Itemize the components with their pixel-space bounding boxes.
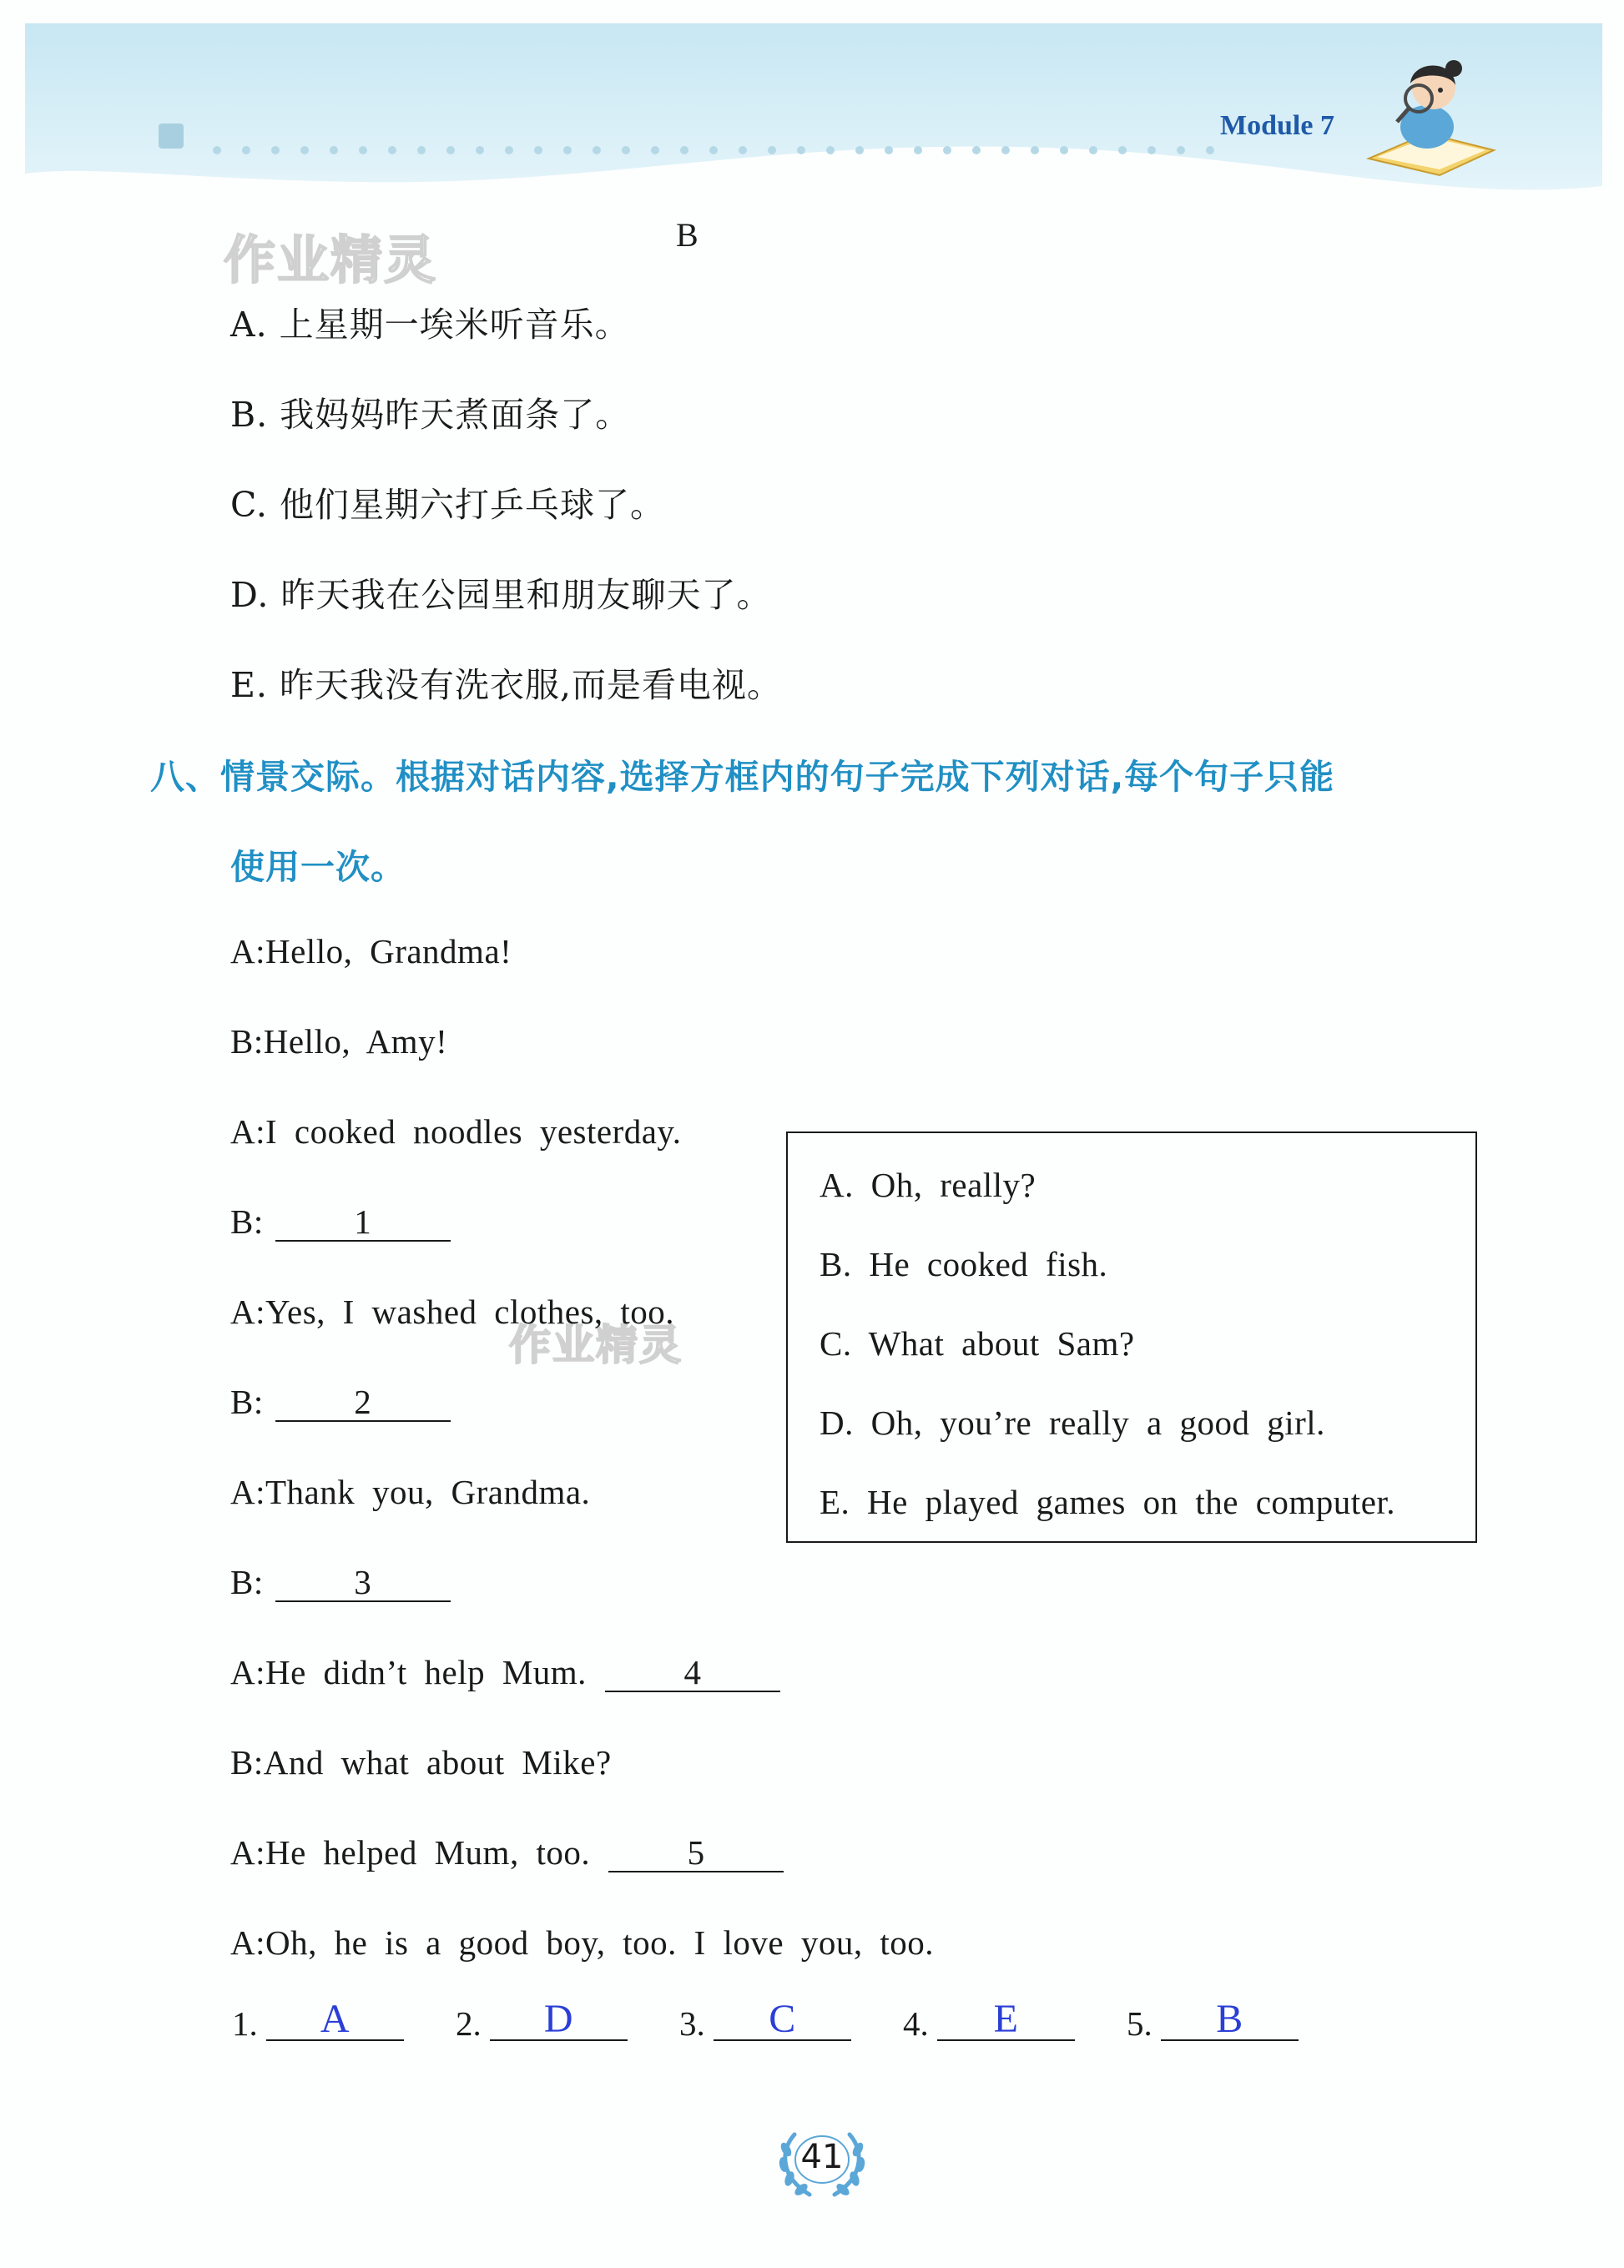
chinese-sentence-d: D. 昨天我在公园里和朋友聊天了。 <box>230 575 772 615</box>
answer-item-5: 5. B <box>1127 2003 1299 2044</box>
answer-blank-1[interactable]: 1 <box>275 1204 451 1242</box>
watermark-middle: 作业精灵 <box>509 1321 683 1369</box>
option-e: E. He played games on the computer. <box>820 1483 1396 1521</box>
chinese-sentence-c: C. 他们星期六打乒乓球了。 <box>230 485 665 525</box>
options-box <box>786 1131 1477 1543</box>
dialogue-line-1: A:Hello, Grandma! <box>230 932 512 970</box>
dialogue-line-11: A:He helped Mum, too. 5 <box>230 1832 784 1872</box>
option-b: B. He cooked fish. <box>820 1245 1108 1283</box>
dialogue-line-4: B: 1 <box>230 1202 451 1242</box>
answer-blank-4[interactable]: 4 <box>605 1655 780 1692</box>
module-label: Module 7 <box>1220 110 1334 141</box>
dialogue-line-3: A:I cooked noodles yesterday. <box>230 1112 682 1151</box>
option-a: A. Oh, really? <box>820 1166 1036 1204</box>
answer-item-1: 1. A <box>232 2003 404 2044</box>
chinese-sentence-a: A. 上星期一埃米听音乐。 <box>230 305 630 345</box>
dialogue-line-12: A:Oh, he is a good boy, too. I love you, too. <box>230 1923 934 1962</box>
option-d: D. Oh, you’re really a good girl. <box>820 1404 1325 1442</box>
dialogue-line-5: A:Yes, I washed clothes, too. <box>230 1293 675 1331</box>
answer-value-4[interactable]: E <box>937 1999 1075 2041</box>
answer-item-3: 3. C <box>679 2003 851 2044</box>
dialogue-line-2: B:Hello, Amy! <box>230 1022 448 1061</box>
answer-item-2: 2. D <box>456 2003 628 2044</box>
watermark-top: 作业精灵 <box>224 229 438 290</box>
page-number-badge <box>776 2126 868 2201</box>
option-c: C. What about Sam? <box>820 1324 1135 1363</box>
dialogue-line-9: A:He didn’t help Mum. 4 <box>230 1652 780 1692</box>
chinese-sentence-b: B. 我妈妈昨天煮面条了。 <box>230 395 631 435</box>
dialogue-line-8: B: 3 <box>230 1562 451 1602</box>
answer-blank-5[interactable]: 5 <box>608 1835 784 1872</box>
answer-item-4: 4. E <box>903 2003 1075 2044</box>
dialogue-line-7: A:Thank you, Grandma. <box>230 1473 591 1511</box>
page-header <box>25 23 1602 199</box>
answer-value-5[interactable]: B <box>1161 1999 1299 2041</box>
answer-blank-2[interactable]: 2 <box>275 1384 451 1422</box>
answer-value-1[interactable]: A <box>266 1999 404 2041</box>
page-number: 41 <box>800 2138 844 2176</box>
section-8-heading: 八、情景交际。根据对话内容,选择方框内的句子完成下列对话,每个句子只能 <box>150 757 1335 797</box>
answer-value-3[interactable]: C <box>714 1999 851 2041</box>
section-b-label: B <box>676 216 699 254</box>
dialogue-line-6: B: 2 <box>230 1382 451 1422</box>
dialogue-line-10: B:And what about Mike? <box>230 1743 612 1782</box>
answer-blank-3[interactable]: 3 <box>275 1565 451 1602</box>
chinese-sentence-e: E. 昨天我没有洗衣服,而是看电视。 <box>230 665 783 705</box>
section-8-heading-cont: 使用一次。 <box>230 847 406 887</box>
reading-girl-icon <box>1360 50 1502 184</box>
answer-value-2[interactable]: D <box>490 1999 628 2041</box>
